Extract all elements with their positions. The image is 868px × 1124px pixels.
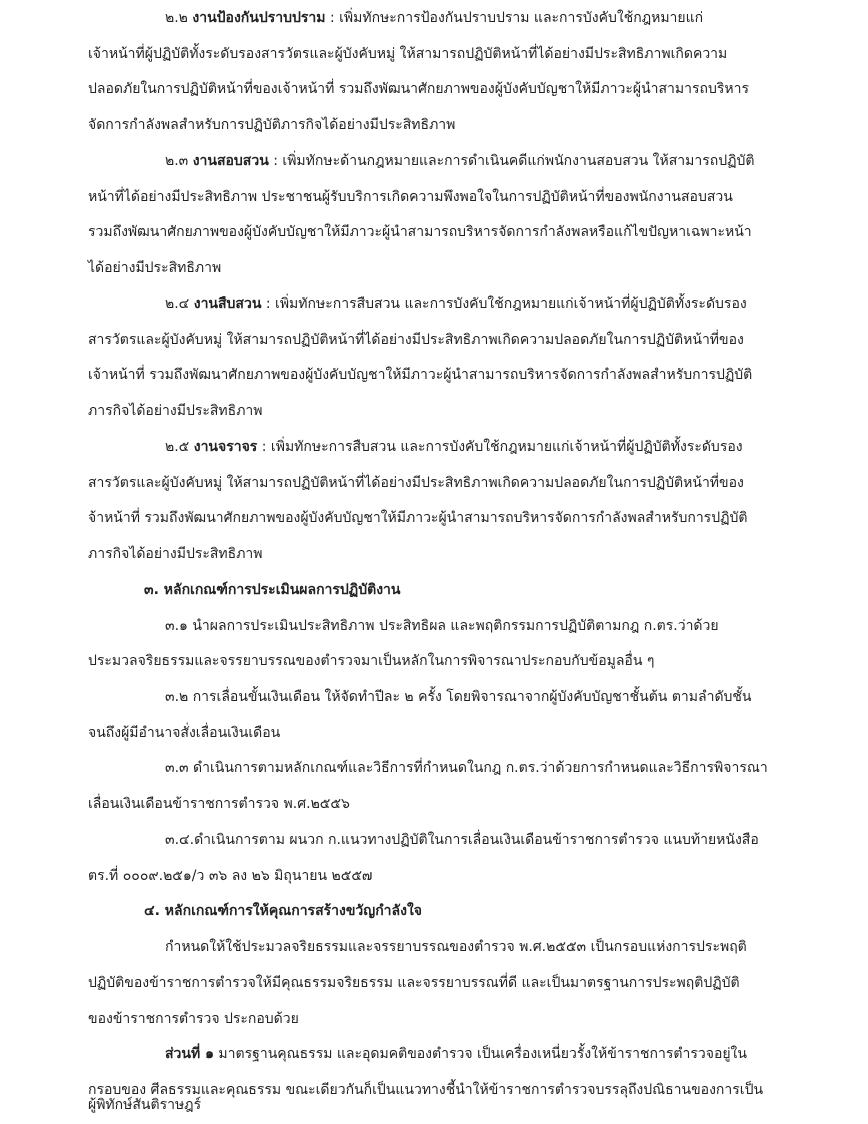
section-heading: งานจราจร [193,439,258,455]
item-3-2-line-2: จนถึงผู้มีอำนาจสั่งเลื่อนเงินเดือน [88,725,281,741]
paragraph-2-4-line-1 [165,295,747,313]
part-1-line-2: กรอบของ ศีลธรรมและคุณธรรม ขณะเดียวกันก็เป็นแนวทางชี้นำให้ข้าราชการตำรวจบรรลุถึงปณิธานของการเป็น [88,1082,764,1098]
paragraph-2-2-line-1 [165,9,703,27]
paragraph-2-5-line-1 [165,438,743,456]
section-number: ๒.๔ [165,296,190,312]
part-1-label: ส่วนที่ ๑ [165,1046,214,1062]
paragraph-line: ได้อย่างมีประสิทธิภาพ [88,260,222,276]
part-1-line-3: ผู้พิทักษ์สันติราษฎร์ [88,1097,202,1113]
section-4-intro-line-1: กำหนดให้ใช้ประมวลจริยธรรมและจรรยาบรรณของตำรวจ พ.ศ.๒๕๕๓ เป็นกรอบแห่งการประพฤติ [165,939,747,955]
paragraph-line: หน้าที่ได้อย่างมีประสิทธิภาพ ประชาชนผู้รับบริการเกิดความพึงพอใจในการปฏิบัติหน้าที่ของพนักงานสอบสวน [88,189,733,205]
paragraph-text: มาตรฐานคุณธรรม และอุดมคติของตำรวจ เป็นเครื่องเหนี่ยวรั้งให้ข้าราชการตำรวจอยู่ใน [218,1046,747,1062]
part-1-line-1 [165,1045,747,1063]
paragraph-line: รวมถึงพัฒนาศักยภาพของผู้บังคับบัญชาให้มีภาวะผู้นำสามารถบริหารจัดการกำลังพลหรือแก้ไขปัญหาเฉพาะหน้า [88,224,752,240]
paragraph-line: เจ้าหน้าที่ รวมถึงพัฒนาศักยภาพของผู้บังคับบัญชาให้มีภาวะผู้นำสามารถบริหารจัดการกำลังพลสำหรับการปฏิบัติ [88,367,753,383]
paragraph-line: ภารกิจได้อย่างมีประสิทธิภาพ [88,403,263,419]
section-heading: งานสืบสวน [193,296,262,312]
item-3-4-line-2: ตร.ที่ ๐๐๐๙.๒๕๑/ว ๓๖ ลง ๒๖ มิถุนายน ๒๕๕๗ [88,868,373,884]
paragraph-line: สารวัตรและผู้บังคับหมู่ ให้สามารถปฏิบัติหน้าที่ได้อย่างมีประสิทธิภาพเกิดความปลอดภัยในการปฏิบัติหน้าที่ของ [88,475,744,491]
section-number: ๒.๓ [165,153,189,169]
paragraph-line: เจ้าหน้าที่ผู้ปฏิบัติทั้งระดับรองสารวัตรและผู้บังคับหมู่ ให้สามารถปฏิบัติหน้าที่ได้อย่างมีประสิทธิภาพเกิดความ [88,46,728,62]
section-heading: งานป้องกันปราบปราม [192,10,326,26]
paragraph-line: จัดการกำลังพลสำหรับการปฏิบัติภารกิจได้อย่างมีประสิทธิภาพ [88,117,456,133]
item-3-1-line-1: ๓.๑ นำผลการประเมินประสิทธิภาพ ประสิทธิผล และพฤติกรรมการปฏิบัติตามกฎ ก.ตร.ว่าด้วย [165,618,719,634]
paragraph-text: : เพิ่มทักษะการสืบสวน และการบังคับใช้กฎหมายแก่เจ้าหน้าที่ผู้ปฏิบัติทั้งระดับรอง [261,439,743,455]
paragraph-line: จ้าหน้าที่ รวมถึงพัฒนาศักยภาพของผู้บังคับบัญชาให้มีภาวะผู้นำสามารถบริหารจัดการกำลังพลสำหรับการปฏิบัติ [88,510,748,526]
section-number: ๒.๕ [165,439,190,455]
paragraph-line: ภารกิจได้อย่างมีประสิทธิภาพ [88,546,263,562]
item-3-3-line-1: ๓.๓ ดำเนินการตามหลักเกณฑ์และวิธีการที่กำหนดในกฎ ก.ตร.ว่าด้วยการกำหนดและวิธีการพิจารณา [165,760,768,776]
item-3-1-line-2: ประมวลจริยธรรมและจรรยาบรรณของตำรวจมาเป็นหลักในการพิจารณาประกอบกับข้อมูลอื่น ๆ [88,653,655,669]
item-3-3-line-2: เลื่อนเงินเดือนข้าราชการตำรวจ พ.ศ.๒๕๕๖ [88,796,350,812]
section-4-intro-line-2: ปฏิบัติของข้าราชการตำรวจให้มีคุณธรรมจริยธรรม และจรรยาบรรณที่ดี และเป็นมาตรฐานการประพฤติปฏิบัติ [88,975,740,991]
paragraph-text: : เพิ่มทักษะการสืบสวน และการบังคับใช้กฎหมายแก่เจ้าหน้าที่ผู้ปฏิบัติทั้งระดับรอง [265,296,747,312]
item-3-2-line-1: ๓.๒ การเลื่อนขั้นเงินเดือน ให้จัดทำปีละ ๒ ครั้ง โดยพิจารณาจากผู้บังคับบัญชาชั้นต้น ตามลำดับชั้น [165,689,752,705]
section-4-heading: ๔. หลักเกณฑ์การให้คุณการสร้างขวัญกำลังใจ [144,903,422,919]
item-3-4-line-1: ๓.๔.ดำเนินการตาม ผนวก ก.แนวทางปฏิบัติในการเลื่อนเงินเดือนข้าราชการตำรวจ แนบท้ายหนังสือ [165,832,759,848]
section-heading: งานสอบสวน [192,153,269,169]
paragraph-line: สารวัตรและผู้บังคับหมู่ ให้สามารถปฏิบัติหน้าที่ได้อย่างมีประสิทธิภาพเกิดความปลอดภัยในการปฏิบัติหน้าที่ของ [88,332,744,348]
section-3-heading: ๓. หลักเกณฑ์การประเมินผลการปฏิบัติงาน [144,582,401,598]
paragraph-text: : เพิ่มทักษะด้านกฎหมายและการดำเนินคดีแก่พนักงานสอบสวน ให้สามารถปฏิบัติ [273,153,755,169]
section-4-intro-line-3: ของข้าราชการตำรวจ ประกอบด้วย [88,1011,299,1027]
paragraph-line: ปลอดภัยในการปฏิบัติหน้าที่ของเจ้าหน้าที่ รวมถึงพัฒนาศักยภาพของผู้บังคับบัญชาให้มีภาวะผู้นำสามารถบริหาร [88,81,750,97]
paragraph-2-3-line-1 [165,152,754,170]
paragraph-text: : เพิ่มทักษะการป้องกันปราบปราม และการบังคับใช้กฎหมายแก่ [329,10,704,26]
section-number: ๒.๒ [165,10,188,26]
